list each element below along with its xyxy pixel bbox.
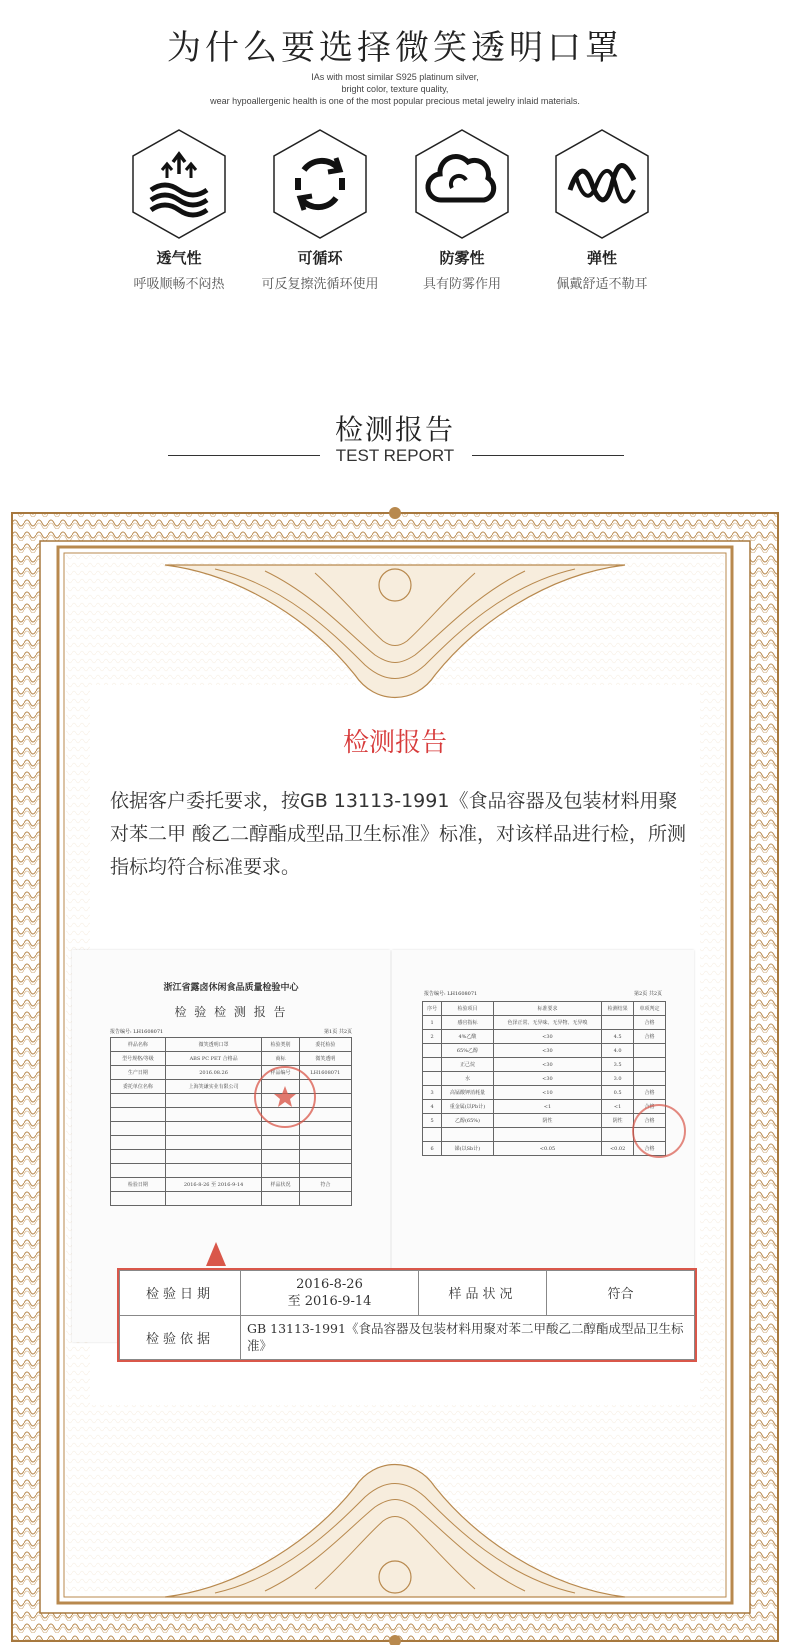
breathable-icon (129, 128, 229, 240)
certificate-body: 依据客户委托要求，按GB 13113-1991《食品容器及包装材料用聚对苯二甲 酸乙二醇酯成型品卫生标准》标准，对该样品进行检，所测指标均符合标准要求。 (110, 790, 687, 878)
certificate-title: 检测报告 (342, 728, 447, 758)
report-table: 样品名称 微笑透明口罩 检验类别 委托检验 型号规格/等级 ABS PC PET 合格品 商标 微笑透明 生产日期 2016.08.26 样品编号 LH1608071 委托单位名称 上海笑谦实业有限公司 检验日期 2016-8-26 至 2016-9-14 样品状况 符合 (110, 1037, 352, 1206)
sample-status-value: 符合 (547, 1271, 695, 1316)
feature-desc: 呼吸顺畅不闷热 (133, 277, 225, 292)
report-number: 报告编号: LH1608071 (110, 1029, 164, 1035)
feature-desc: 具有防雾作用 (422, 277, 501, 292)
arrow-up-icon (204, 1240, 228, 1268)
feature-name: 弹性 (586, 249, 617, 267)
recycle-icon (270, 128, 370, 240)
zoom-callout (117, 1268, 697, 1362)
subtitle-line-2: bright color, texture quality, (341, 84, 449, 94)
inspection-date-end: 至 2016-9-14 (287, 1293, 372, 1309)
feature-name: 透气性 (156, 249, 202, 267)
callout-table (119, 1270, 695, 1360)
anti-fog-icon (412, 128, 512, 240)
feature-anti-fog (387, 128, 537, 292)
feature-elastic (527, 128, 677, 292)
feature-desc: 佩戴舒适不勒耳 (556, 277, 648, 292)
official-seal-icon (250, 1062, 320, 1132)
report-page: 第1页 共2页 (324, 1029, 352, 1035)
page-title: 为什么要选择微笑透明口罩 (167, 28, 623, 68)
feature-name: 可循环 (297, 249, 343, 267)
section-title: 检测报告 (334, 413, 455, 446)
report-title: 检 验 检 测 报 告 (174, 1005, 288, 1019)
subtitle-line-3: wear hypoallergenic health is one of the most popular precious metal jewelry inlaid materials. (210, 96, 580, 106)
report-page: 第2页 共2页 (634, 991, 662, 997)
feature-recycle (245, 128, 395, 292)
elastic-icon (552, 128, 652, 240)
results-table: 序号 检验项目 标准要求 检测结果 单项判定 1 感官指标 色泽正常、无异味、无异物、无异嗅 合格 2 4%乙酸 <30 4.5 合格 65%乙醇 <30 4.0 正己烷 <30 3.5 水 <30 3.0 3 高锰酸钾消耗量 <10 0.5 合格 4 重金属(以Pb计) <1 <1 合格 5 乙醇(65%) 阴性 阴性 合格 6 锑(以Sb计) <0.05 <0.02 合格 (422, 1001, 666, 1156)
feature-desc: 可反复擦洗循环使用 (261, 277, 379, 292)
inspection-basis-value: GB 13113-1991《食品容器及包装材料用聚对苯二甲酸乙二醇酯成型品卫生标准》 (241, 1315, 695, 1360)
subtitle-line-1: IAs with most similar S925 platinum silver, (311, 72, 479, 82)
inspection-date-value (241, 1271, 419, 1316)
feature-breathable (104, 128, 254, 292)
section-subtitle: TEST REPORT (335, 446, 455, 465)
report-number: 报告编号: LH1608071 (424, 991, 478, 997)
inspection-basis-label: 检验依据 (120, 1315, 241, 1360)
divider-right (472, 455, 624, 456)
inspection-date-label: 检验日期 (120, 1271, 241, 1316)
report-org: 浙江省露卤休闲食品质量检验中心 (163, 983, 299, 993)
inspection-date-start: 2016-8-26 (296, 1276, 363, 1292)
official-seal-icon (628, 1100, 690, 1162)
feature-name: 防雾性 (439, 249, 485, 267)
sample-status-label: 样品状况 (419, 1271, 547, 1316)
